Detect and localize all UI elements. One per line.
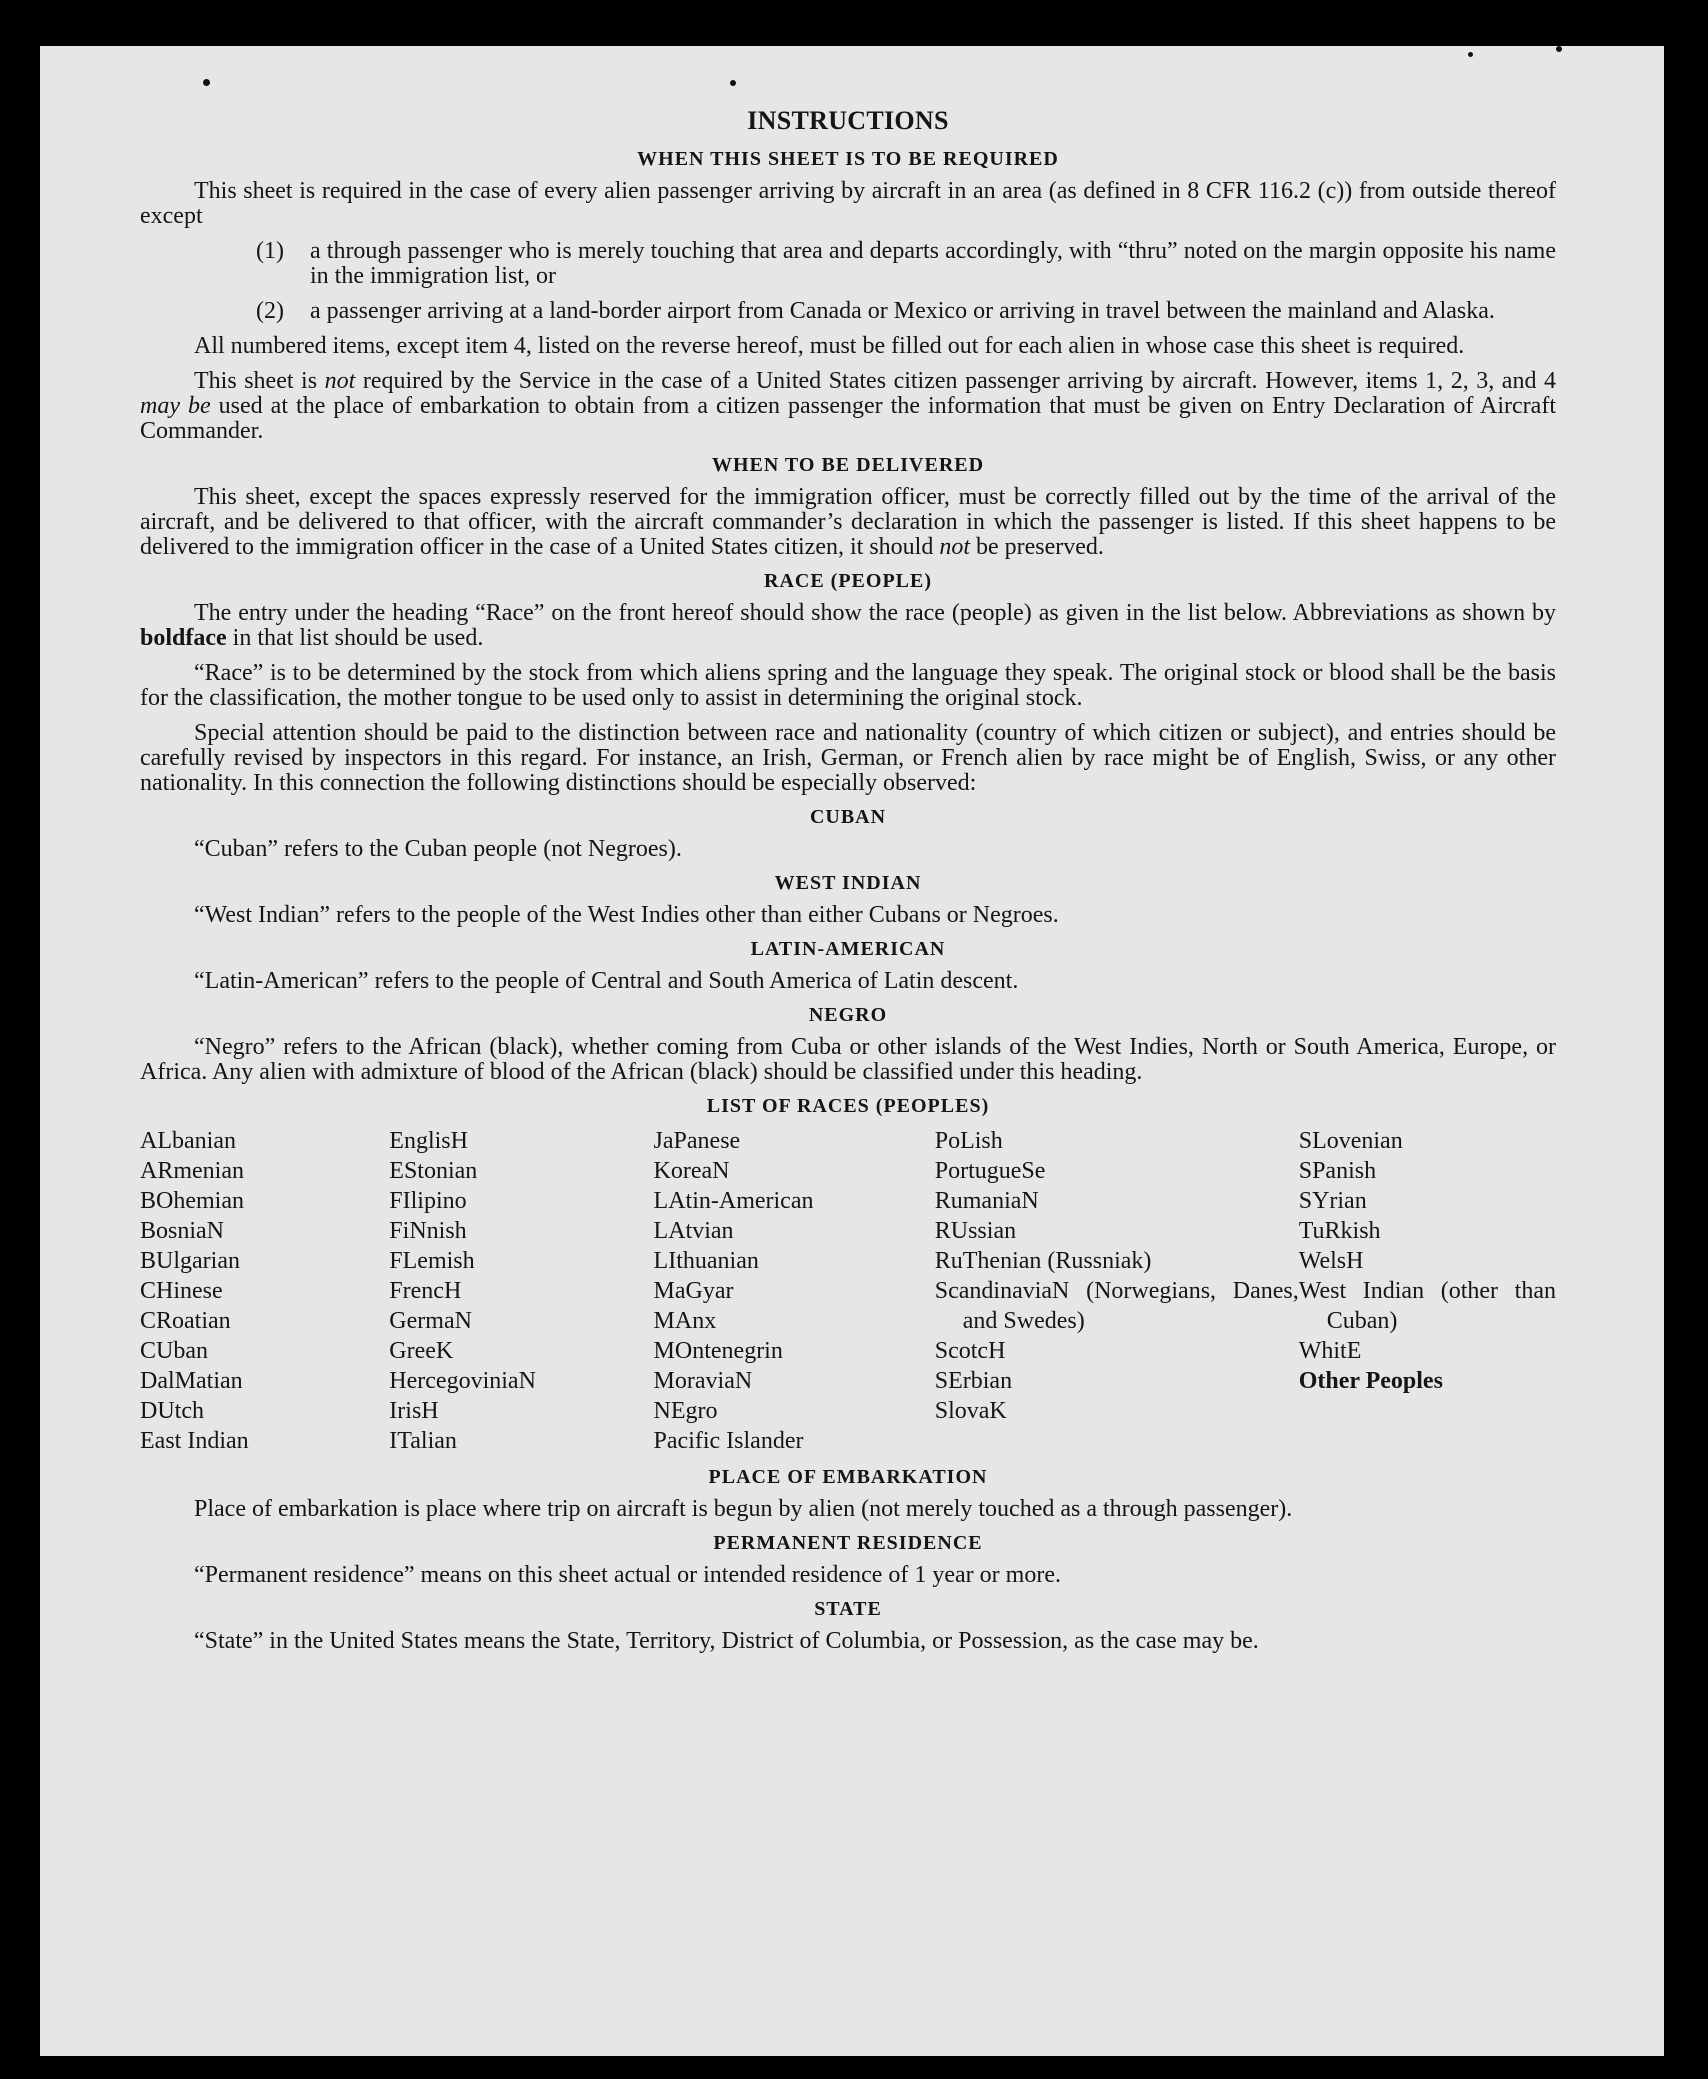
race-column-4 bbox=[935, 1126, 1299, 1456]
list-item-1 bbox=[140, 239, 1556, 289]
list-item-2 bbox=[140, 299, 1556, 324]
paragraph-race-1 bbox=[140, 601, 1556, 651]
race-item: JaPanese bbox=[653, 1128, 741, 1154]
race-item: SYrian bbox=[1298, 1188, 1367, 1214]
scan-speck bbox=[1468, 52, 1473, 57]
race-boldface-word: boldface bbox=[140, 625, 227, 651]
heading-west-indian: WEST INDIAN bbox=[774, 872, 922, 894]
race-column-3 bbox=[654, 1126, 935, 1456]
race-item: HercegoviniaN bbox=[389, 1368, 536, 1394]
paragraph-numbered-items: All numbered items, except item 4, listed on the reverse hereof, must be filled out for each alien in whose case this sheet is required. bbox=[194, 333, 1465, 359]
race-item: ScandinaviaN (Norwegians, Danes, and Swedes) bbox=[934, 1278, 1299, 1334]
race-item: SPanish bbox=[1298, 1158, 1377, 1184]
race-item: ARmenian bbox=[140, 1158, 244, 1184]
race-item: LIthuanian bbox=[653, 1248, 759, 1274]
race-item: RUssian bbox=[934, 1218, 1017, 1244]
race-column-5 bbox=[1299, 1126, 1556, 1456]
item-1-text: a through passenger who is merely touching that area and departs accordingly, with “thru” noted on the margin opposite his name in the immigration list, or bbox=[310, 238, 1556, 289]
paragraph-required-intro: This sheet is required in the case of every alien passenger arriving by aircraft in an area (as defined in 8 CFR 116.2 (c)) from outside thereof except bbox=[140, 178, 1556, 229]
heading-embarkation: PLACE OF EMBARKATION bbox=[708, 1466, 988, 1488]
race-item: GermaN bbox=[389, 1308, 472, 1334]
heading-cuban: CUBAN bbox=[809, 806, 887, 828]
item-1-number: (1) bbox=[256, 238, 284, 264]
race-column-1 bbox=[140, 1126, 389, 1456]
race-item: FLemish bbox=[389, 1248, 475, 1274]
citizen-text-c: used at the place of embarkation to obtain from a citizen passenger the information that must be given on Entry Declaration of Aircraft Commander. bbox=[140, 393, 1556, 444]
race-item: IrisH bbox=[389, 1398, 439, 1424]
race-item: WhitE bbox=[1298, 1338, 1362, 1364]
delivered-text-b: be preserved. bbox=[970, 534, 1104, 560]
race-item: BOhemian bbox=[140, 1188, 244, 1214]
paragraph-race-3: Special attention should be paid to the distinction between race and nationality (country of which citizen or subject), and entries should be carefully revised by inspectors in this regard. For instance, an Irish, German, or French alien by race might be of English, Swiss, or any other nationality. In this connection the following distinctions should be especially observed: bbox=[140, 720, 1556, 796]
item-2-text: a passenger arriving at a land-border airport from Canada or Mexico or arriving in travel between the mainland and Alaska. bbox=[310, 298, 1495, 324]
paragraph-permanent-residence: “Permanent residence” means on this sheet actual or intended residence of 1 year or more. bbox=[194, 1562, 1061, 1588]
race-item: CHinese bbox=[140, 1278, 223, 1304]
race-item: SLovenian bbox=[1298, 1128, 1403, 1154]
race-list bbox=[140, 1126, 1556, 1456]
race-item: Other Peoples bbox=[1298, 1368, 1443, 1394]
race-item: LAtin-American bbox=[653, 1188, 814, 1214]
paragraph-citizen bbox=[140, 369, 1556, 444]
citizen-text-b: required by the Service in the case of a United States citizen passenger arriving by aircraft. However, items 1, 2, 3, and 4 bbox=[355, 368, 1556, 394]
citizen-text-a: This sheet is bbox=[194, 368, 325, 394]
race-item: ITalian bbox=[389, 1428, 457, 1454]
paragraph-embarkation: Place of embarkation is place where trip on aircraft is begun by alien (not merely touched as a through passenger). bbox=[194, 1496, 1293, 1522]
race-item: East Indian bbox=[140, 1428, 249, 1454]
heading-when-delivered: WHEN TO BE DELIVERED bbox=[711, 454, 985, 476]
delivered-emphasis-not: not bbox=[939, 534, 970, 560]
race-item: SErbian bbox=[934, 1368, 1013, 1394]
paragraph-race-2: “Race” is to be determined by the stock from which aliens spring and the language they speak. The original stock or blood shall be the basis for the classification, the mother tongue to be used only to assist in determining the original stock. bbox=[140, 660, 1556, 711]
race-item: FiNnish bbox=[389, 1218, 467, 1244]
paragraph-negro: “Negro” refers to the African (black), whether coming from Cuba or other islands of the West Indies, North or South America, Europe, or Africa. Any alien with admixture of blood of the African (black) should be classified under this heading. bbox=[140, 1034, 1556, 1085]
race-text-b: in that list should be used. bbox=[226, 625, 484, 651]
race-item: TuRkish bbox=[1298, 1218, 1381, 1244]
race-item: PoLish bbox=[934, 1128, 1003, 1154]
race-item: CUban bbox=[140, 1338, 208, 1364]
scan-speck bbox=[730, 80, 736, 86]
race-item: ScotcH bbox=[934, 1338, 1006, 1364]
race-item: PortugueSe bbox=[934, 1158, 1046, 1184]
heading-negro: NEGRO bbox=[808, 1004, 888, 1026]
race-item: West Indian (other than Cuban) bbox=[1298, 1278, 1556, 1334]
paragraph-cuban: “Cuban” refers to the Cuban people (not Negroes). bbox=[194, 836, 682, 862]
heading-state: STATE bbox=[814, 1598, 882, 1620]
race-item: SlovaK bbox=[934, 1398, 1007, 1424]
race-item: BosniaN bbox=[140, 1218, 224, 1244]
race-item: MOntenegrin bbox=[653, 1338, 783, 1364]
heading-permanent-residence: PERMANENT RESIDENCE bbox=[713, 1532, 983, 1554]
delivered-text-a: This sheet, except the spaces expressly reserved for the immigration officer, must be correctly filled out by the time of the arrival of the aircraft, and be delivered to that officer, with the aircraft commander’s declaration in which the passenger is listed. If this sheet happens to be delivered to the immigration officer in the case of a United States citizen, it should bbox=[140, 484, 1556, 560]
race-item: KoreaN bbox=[653, 1158, 730, 1184]
scan-speck bbox=[1556, 46, 1562, 52]
race-item: GreeK bbox=[389, 1338, 454, 1364]
page-title: INSTRUCTIONS bbox=[747, 106, 949, 135]
race-item: EnglisH bbox=[389, 1128, 468, 1154]
race-item: MoraviaN bbox=[653, 1368, 753, 1394]
race-column-2 bbox=[389, 1126, 653, 1456]
race-item: DalMatian bbox=[140, 1368, 243, 1394]
race-item: EStonian bbox=[389, 1158, 478, 1184]
race-item: BUlgarian bbox=[140, 1248, 240, 1274]
race-item: CRoatian bbox=[140, 1308, 231, 1334]
heading-latin-american: LATIN-AMERICAN bbox=[750, 938, 946, 960]
race-item: MaGyar bbox=[653, 1278, 734, 1304]
race-item: LAtvian bbox=[653, 1218, 734, 1244]
race-item: RumaniaN bbox=[934, 1188, 1039, 1214]
race-text-a: The entry under the heading “Race” on the front hereof should show the race (people) as given in the list below. Abbreviations as shown by bbox=[194, 600, 1556, 626]
paragraph-west-indian: “West Indian” refers to the people of the West Indies other than either Cubans or Negroes. bbox=[194, 902, 1059, 928]
paragraph-latin-american: “Latin-American” refers to the people of Central and South America of Latin descent. bbox=[194, 968, 1019, 994]
document-page bbox=[40, 46, 1664, 2056]
race-item: NEgro bbox=[653, 1398, 718, 1424]
item-2-number: (2) bbox=[256, 298, 284, 324]
paragraph-delivered bbox=[140, 485, 1556, 560]
race-item: MAnx bbox=[653, 1308, 717, 1334]
citizen-emphasis-not: not bbox=[324, 368, 356, 394]
race-item: ALbanian bbox=[140, 1128, 236, 1154]
race-item: FrencH bbox=[389, 1278, 462, 1304]
race-item: FIlipino bbox=[389, 1188, 467, 1214]
race-item: Pacific Islander bbox=[653, 1428, 804, 1454]
race-item: DUtch bbox=[140, 1398, 204, 1424]
paragraph-state: “State” in the United States means the State, Territory, District of Columbia, or Possession, as the case may be. bbox=[194, 1628, 1259, 1654]
heading-list-of-races: LIST OF RACES (PEOPLES) bbox=[706, 1095, 990, 1117]
race-item: WelsH bbox=[1298, 1248, 1364, 1274]
heading-race: RACE (PEOPLE) bbox=[764, 570, 932, 592]
citizen-emphasis-may-be: may be bbox=[140, 393, 211, 419]
heading-when-required: WHEN THIS SHEET IS TO BE REQUIRED bbox=[637, 148, 1059, 170]
race-item: RuThenian (Russniak) bbox=[934, 1248, 1152, 1274]
scan-speck bbox=[203, 79, 210, 86]
